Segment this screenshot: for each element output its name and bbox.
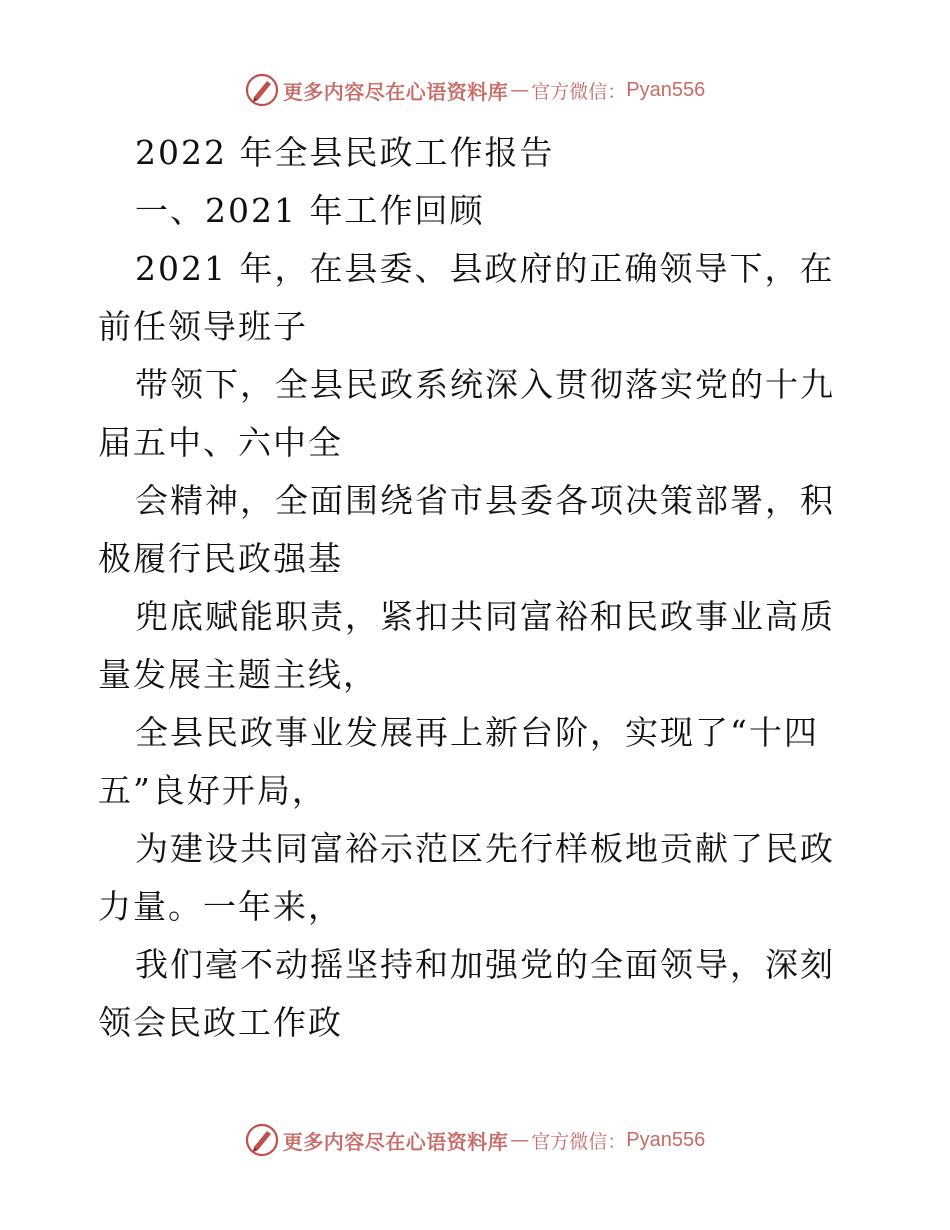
watermark-separator: — [510,79,530,101]
body-paragraph: 为建设共同富裕示范区先行样板地贡献了民政力量。一年来， [98,829,835,926]
body-paragraph: 全县民政事业发展再上新台阶，实现了“十四五”良好开局， [98,713,819,810]
watermark-label: 官方微信： [531,80,627,103]
watermark-label: 官方微信： [531,1130,627,1153]
watermark-separator: — [510,1129,530,1151]
body-paragraph: 我们毫不动摇坚持和加强党的全面领导，深刻领会民政工作政 [98,945,835,1042]
header-watermark [0,70,950,110]
document-body [98,124,858,1052]
body-paragraph: 2021 年，在县委、县政府的正确领导下，在前任领导班子 [98,249,835,346]
watermark-brand-text: 更多内容尽在心语资料库 [282,1129,509,1154]
document-title: 2022 年全县民政工作报告 [135,133,555,172]
watermark-brand-text: 更多内容尽在心语资料库 [282,79,509,104]
footer-watermark [0,1120,950,1160]
watermark-wechat-id: Pyan556 [626,1128,706,1151]
pen-logo-icon [245,73,279,107]
pen-logo-icon [245,1123,279,1157]
body-paragraph: 带领下，全县民政系统深入贯彻落实党的十九届五中、六中全 [98,365,835,462]
watermark-wechat-id: Pyan556 [626,78,706,101]
section-heading: 一、2021 年工作回顾 [135,191,485,230]
body-paragraph: 兜底赋能职责，紧扣共同富裕和民政事业高质量发展主题主线， [98,597,835,694]
body-paragraph: 会精神，全面围绕省市县委各项决策部署，积极履行民政强基 [98,481,835,578]
